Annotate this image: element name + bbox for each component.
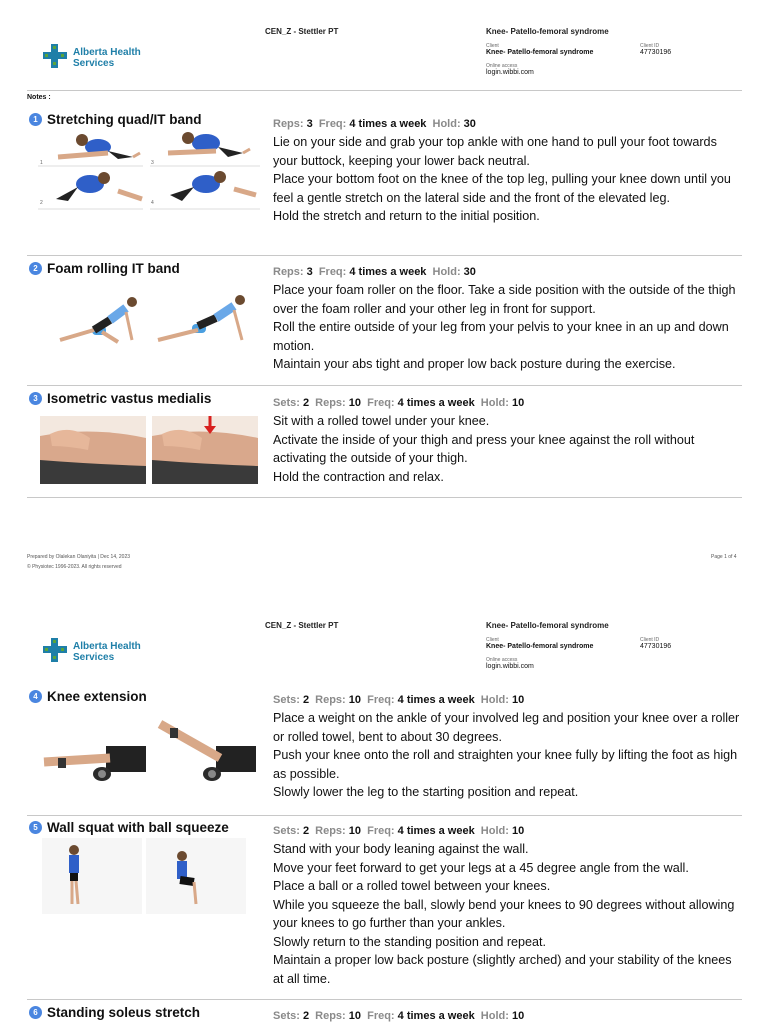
exercise-3-body bbox=[273, 395, 743, 486]
exercise-divider bbox=[27, 815, 742, 816]
exercise-4-meta: Sets: 2 Reps: 10 Freq: 4 times a week Hold: 10 bbox=[273, 694, 525, 706]
ahs-logo: Alberta Health Services bbox=[43, 44, 153, 70]
exercise-1-image bbox=[38, 129, 260, 211]
exercise-5-heading bbox=[29, 820, 229, 835]
exercise-divider bbox=[27, 497, 742, 498]
exercise-2-heading bbox=[29, 261, 180, 276]
client-id-value: 47730196 bbox=[640, 49, 672, 56]
exercise-4-heading bbox=[29, 689, 147, 704]
exercise-5-instructions: Stand with your body leaning against the wall. Move your feet forward to get your legs at a 45 degree angle from the wall. Place a ball or a rolled towel between your knees. While you squeeze the ball, slowly bend your knees to 90 degrees without allowing your knees to go further than your ankles. Slowly return to the standing position and repeat. Maintain a proper low back posture (slightly arched) and your stability of the knees at all time. bbox=[273, 842, 735, 986]
exercise-6-body bbox=[273, 1008, 743, 1025]
exercise-1-title: Stretching quad/IT band bbox=[47, 112, 202, 127]
online-access-label: Online access bbox=[486, 63, 518, 69]
exercise-2-title: Foam rolling IT band bbox=[47, 261, 180, 276]
step-label: 2 bbox=[40, 200, 43, 206]
ahs-cross-icon bbox=[43, 44, 69, 68]
exercise-4-number: 4 bbox=[29, 690, 42, 703]
online-access-value[interactable]: login.wibbi.com bbox=[486, 69, 534, 76]
online-access-label: Online access bbox=[486, 657, 518, 663]
client-value: Knee- Patello-femoral syndrome bbox=[486, 49, 594, 56]
exercise-divider bbox=[27, 385, 742, 386]
prepared-by: Prepared by Olalekan Olaniyita | Dec 14, 2023 bbox=[27, 554, 131, 560]
exercise-divider bbox=[27, 255, 742, 256]
exercise-6-meta: Sets: 2 Reps: 10 Freq: 4 times a week Hold: 10 bbox=[273, 1010, 525, 1022]
exercise-2-meta: Reps: 3 Freq: 4 times a week Hold: 30 bbox=[273, 266, 476, 278]
exercise-4-body bbox=[273, 692, 743, 802]
step-label: 4 bbox=[151, 200, 154, 206]
exercise-1-meta: Reps: 3 Freq: 4 times a week Hold: 30 bbox=[273, 118, 476, 130]
client-id-label: Client ID bbox=[640, 43, 660, 49]
exercise-divider bbox=[27, 999, 742, 1000]
step-label: 3 bbox=[151, 160, 154, 166]
exercise-2-number: 2 bbox=[29, 262, 42, 275]
exercise-5-number: 5 bbox=[29, 821, 42, 834]
exercise-5-title: Wall squat with ball squeeze bbox=[47, 820, 229, 835]
exercise-3-number: 3 bbox=[29, 392, 42, 405]
exercise-5-meta: Sets: 2 Reps: 10 Freq: 4 times a week Hold: 10 bbox=[273, 825, 525, 837]
program-name: Knee- Patello-femoral syndrome bbox=[486, 621, 609, 630]
ahs-cross-icon bbox=[43, 638, 69, 662]
exercise-4-title: Knee extension bbox=[47, 689, 147, 704]
copyright: © Physiotec 1996-2023. All rights reserved bbox=[27, 564, 122, 570]
exercise-3-instructions: Sit with a rolled towel under your knee. Activate the inside of your thigh and press your knee against the roll without activating the outside of your thigh. Hold the contraction and relax. bbox=[273, 414, 695, 484]
exercise-5-image bbox=[42, 838, 246, 914]
exercise-1-heading bbox=[29, 112, 202, 127]
program-name: Knee- Patello-femoral syndrome bbox=[486, 27, 609, 36]
exercise-2-body bbox=[273, 264, 743, 374]
clinic-name: CEN_Z - Stettler PT bbox=[265, 621, 339, 630]
online-access-value[interactable]: login.wibbi.com bbox=[486, 663, 534, 670]
exercise-1-instructions: Lie on your side and grab your top ankle with one hand to pull your foot towards your buttock, keeping your lower back neutral. Place your bottom foot on the knee of the top leg, pulling your knee down until you feel a gentle stretch on the lateral side and the front of the elevated leg. Hold the stretch and return to the initial position. bbox=[273, 135, 731, 223]
exercise-2-instructions: Place your foam roller on the floor. Take a side position with the outside of the thigh over the foam roller and your other leg in front for support. Roll the entire outside of your leg from your pelvis to your knee in an up and down motion. Maintain your abs tight and proper low back posture during the exercise. bbox=[273, 283, 736, 371]
client-id-label: Client ID bbox=[640, 637, 660, 643]
exercise-1-number: 1 bbox=[29, 113, 42, 126]
header-divider bbox=[27, 90, 742, 91]
exercise-6-number: 6 bbox=[29, 1006, 42, 1019]
exercise-2-image bbox=[52, 292, 257, 350]
notes-label: Notes : bbox=[27, 94, 51, 101]
client-value: Knee- Patello-femoral syndrome bbox=[486, 643, 594, 650]
exercise-4-instructions: Place a weight on the ankle of your involved leg and position your knee over a roller or rolled towel, bent to about 30 degrees. Push your knee onto the roll and straighten your knee fully by lifting the foot as high as possible. Slowly lower the leg to the starting position and repeat. bbox=[273, 711, 740, 799]
exercise-3-meta: Sets: 2 Reps: 10 Freq: 4 times a week Hold: 10 bbox=[273, 397, 525, 409]
clinic-name: CEN_Z - Stettler PT bbox=[265, 27, 339, 36]
exercise-6-heading bbox=[29, 1005, 200, 1020]
client-id-value: 47730196 bbox=[640, 643, 672, 650]
ahs-logo: Alberta Health Services bbox=[43, 638, 153, 664]
client-label: Client bbox=[486, 637, 499, 643]
exercise-3-image bbox=[40, 416, 258, 484]
exercise-1-body bbox=[273, 116, 743, 226]
exercise-6-title: Standing soleus stretch bbox=[47, 1005, 201, 1020]
page-number: Page 1 of 4 bbox=[711, 554, 737, 560]
exercise-5-body bbox=[273, 823, 743, 988]
exercise-4-image bbox=[40, 714, 258, 784]
client-label: Client bbox=[486, 43, 499, 49]
exercise-3-heading bbox=[29, 391, 211, 406]
step-label: 1 bbox=[40, 160, 43, 166]
exercise-3-title: Isometric vastus medialis bbox=[47, 391, 212, 406]
